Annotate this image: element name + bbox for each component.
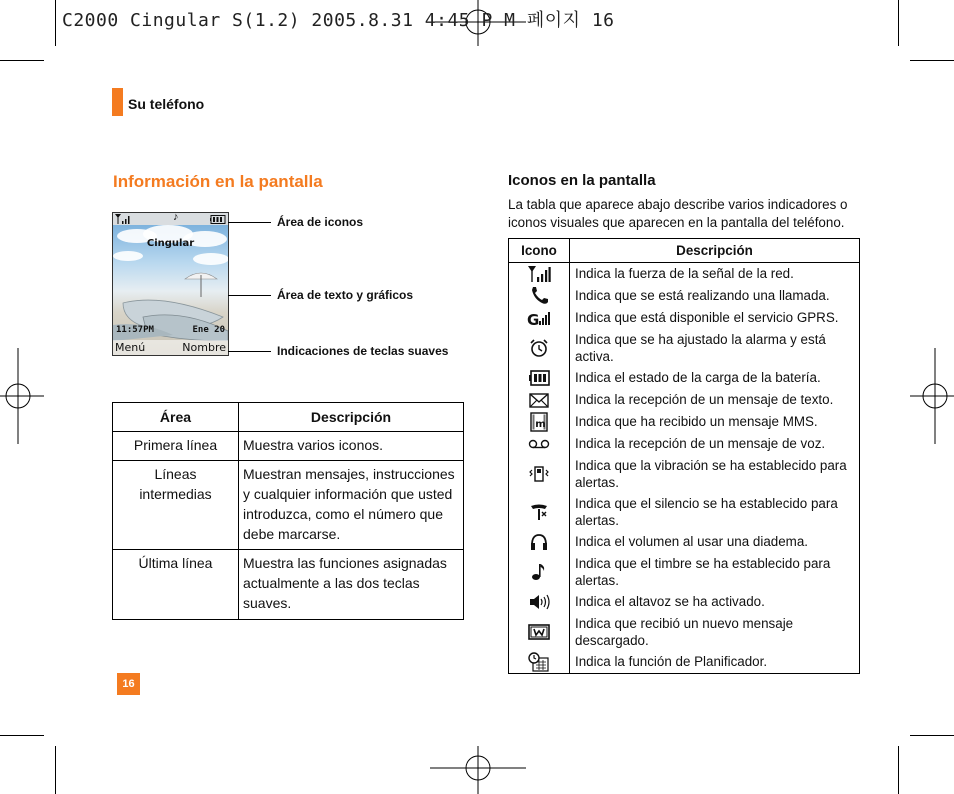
table-row xyxy=(113,550,464,620)
section-marker xyxy=(112,88,123,116)
section-label: Su teléfono xyxy=(128,96,205,112)
icon-description: Indica que la vibración se ha establecido para alertas. xyxy=(570,455,860,493)
icon-description: Indica que se está realizando una llamada. xyxy=(570,285,860,307)
icon-description: Indica que el silencio se ha establecido para alertas. xyxy=(570,493,860,531)
speaker-icon xyxy=(527,592,551,612)
table-header-row xyxy=(509,239,860,263)
table-row xyxy=(509,613,860,651)
description-cell: Muestran mensajes, instrucciones y cualquier información que usted introduzca, como el número que debe marcarse. xyxy=(239,461,464,550)
callout-text-area: Área de texto y gráficos xyxy=(277,288,414,302)
screen-areas-table xyxy=(112,402,464,620)
silent-icon xyxy=(527,502,551,522)
table-row xyxy=(509,651,860,674)
table-header-row xyxy=(113,403,464,432)
callout-line-icons xyxy=(228,222,271,223)
alarm-clock-icon xyxy=(527,338,551,358)
crop-mark xyxy=(898,0,899,46)
icons-section-intro: La tabla que aparece abajo describe varios indicadores o iconos visuales que aparecen en la pantalla del teléfono. xyxy=(508,197,848,230)
icon-description: Indica que recibió un nuevo mensaje descargado. xyxy=(570,613,860,651)
phone-call-icon xyxy=(527,286,551,306)
description-cell: Muestra las funciones asignadas actualmente a las dos teclas suaves. xyxy=(239,550,464,620)
table-row xyxy=(509,591,860,613)
envelope-icon xyxy=(527,390,551,410)
print-header: C2000 Cingular S(1.2) 2005.8.31 4:45 P M 페이지 16 xyxy=(62,10,615,31)
table-row xyxy=(509,433,860,455)
callout-line-softkeys xyxy=(228,351,271,352)
icon-description: Indica que está disponible el servicio GPRS. xyxy=(570,307,860,329)
table-row xyxy=(509,553,860,591)
icon-description: Indica la función de Planificador. xyxy=(570,651,860,674)
page-number: 16 xyxy=(117,673,140,695)
phone-softkey-right: Nombre xyxy=(182,341,226,354)
area-cell: Última línea xyxy=(113,550,239,620)
voicemail-icon xyxy=(527,434,551,454)
crop-mark xyxy=(55,746,56,794)
table-row xyxy=(509,411,860,433)
table-row xyxy=(113,432,464,461)
table-row xyxy=(113,461,464,550)
registration-mark xyxy=(430,746,526,794)
signal-strength-icon xyxy=(115,214,131,224)
area-cell: Primera línea xyxy=(113,432,239,461)
icon-description: Indica que ha recibido un mensaje MMS. xyxy=(570,411,860,433)
vibrate-icon xyxy=(527,464,551,484)
phone-date: Ene 20 xyxy=(192,325,225,335)
phone-screen-illustration xyxy=(112,212,229,356)
music-note-icon xyxy=(527,562,551,582)
table-row xyxy=(509,307,860,329)
svg-text:G: G xyxy=(527,311,540,328)
callout-icons-area: Área de iconos xyxy=(277,215,364,229)
table-row xyxy=(509,455,860,493)
area-cell: Líneas intermedias xyxy=(113,461,239,550)
icon-description: Indica el volumen al usar una diadema. xyxy=(570,531,860,553)
phone-carrier-name: Cingular xyxy=(146,238,195,249)
crop-mark xyxy=(0,60,44,61)
table-row xyxy=(509,263,860,286)
crop-mark xyxy=(910,735,954,736)
table-row xyxy=(509,493,860,531)
crop-mark xyxy=(910,60,954,61)
icon-description: Indica que se ha ajustado la alarma y está activa. xyxy=(570,329,860,367)
callout-softkeys: Indicaciones de teclas suaves xyxy=(277,344,449,358)
table-row xyxy=(509,329,860,367)
registration-mark xyxy=(0,348,44,444)
crop-mark xyxy=(55,0,56,46)
icon-description: Indica la recepción de un mensaje de texto. xyxy=(570,389,860,411)
scheduler-icon xyxy=(527,652,551,672)
table-header: Descripción xyxy=(570,239,860,263)
phone-softkey-left: Menú xyxy=(115,341,146,354)
table-row xyxy=(509,389,860,411)
table-header: Icono xyxy=(509,239,570,263)
table-header: Descripción xyxy=(239,403,464,432)
phone-status-bar xyxy=(113,213,228,225)
svg-text:m: m xyxy=(535,419,546,430)
battery-icon xyxy=(527,368,551,388)
signal-strength-icon xyxy=(527,264,551,284)
crop-mark xyxy=(0,735,44,736)
wap-push-icon xyxy=(527,622,551,642)
table-row xyxy=(509,367,860,389)
icons-table xyxy=(508,238,860,674)
callout-line-text xyxy=(228,295,271,296)
table-row xyxy=(509,285,860,307)
icon-description: Indica la fuerza de la señal de la red. xyxy=(570,263,860,286)
table-row xyxy=(509,531,860,553)
description-cell: Muestra varios iconos. xyxy=(239,432,464,461)
mms-icon xyxy=(527,412,551,432)
registration-mark xyxy=(910,348,954,444)
icon-description: Indica el estado de la carga de la batería. xyxy=(570,367,860,389)
icon-description: Indica el altavoz se ha activado. xyxy=(570,591,860,613)
icons-section-title: Iconos en la pantalla xyxy=(508,172,656,189)
gprs-icon xyxy=(527,308,551,328)
icon-description: Indica que el timbre se ha establecido para alertas. xyxy=(570,553,860,591)
icon-description: Indica la recepción de un mensaje de voz. xyxy=(570,433,860,455)
page-heading: Información en la pantalla xyxy=(113,172,323,191)
phone-time: 11:57PM xyxy=(116,325,154,335)
table-header: Área xyxy=(113,403,239,432)
crop-mark xyxy=(898,746,899,794)
headset-icon xyxy=(527,532,551,552)
music-note-icon: ♪ xyxy=(173,212,179,223)
battery-icon xyxy=(210,215,226,224)
